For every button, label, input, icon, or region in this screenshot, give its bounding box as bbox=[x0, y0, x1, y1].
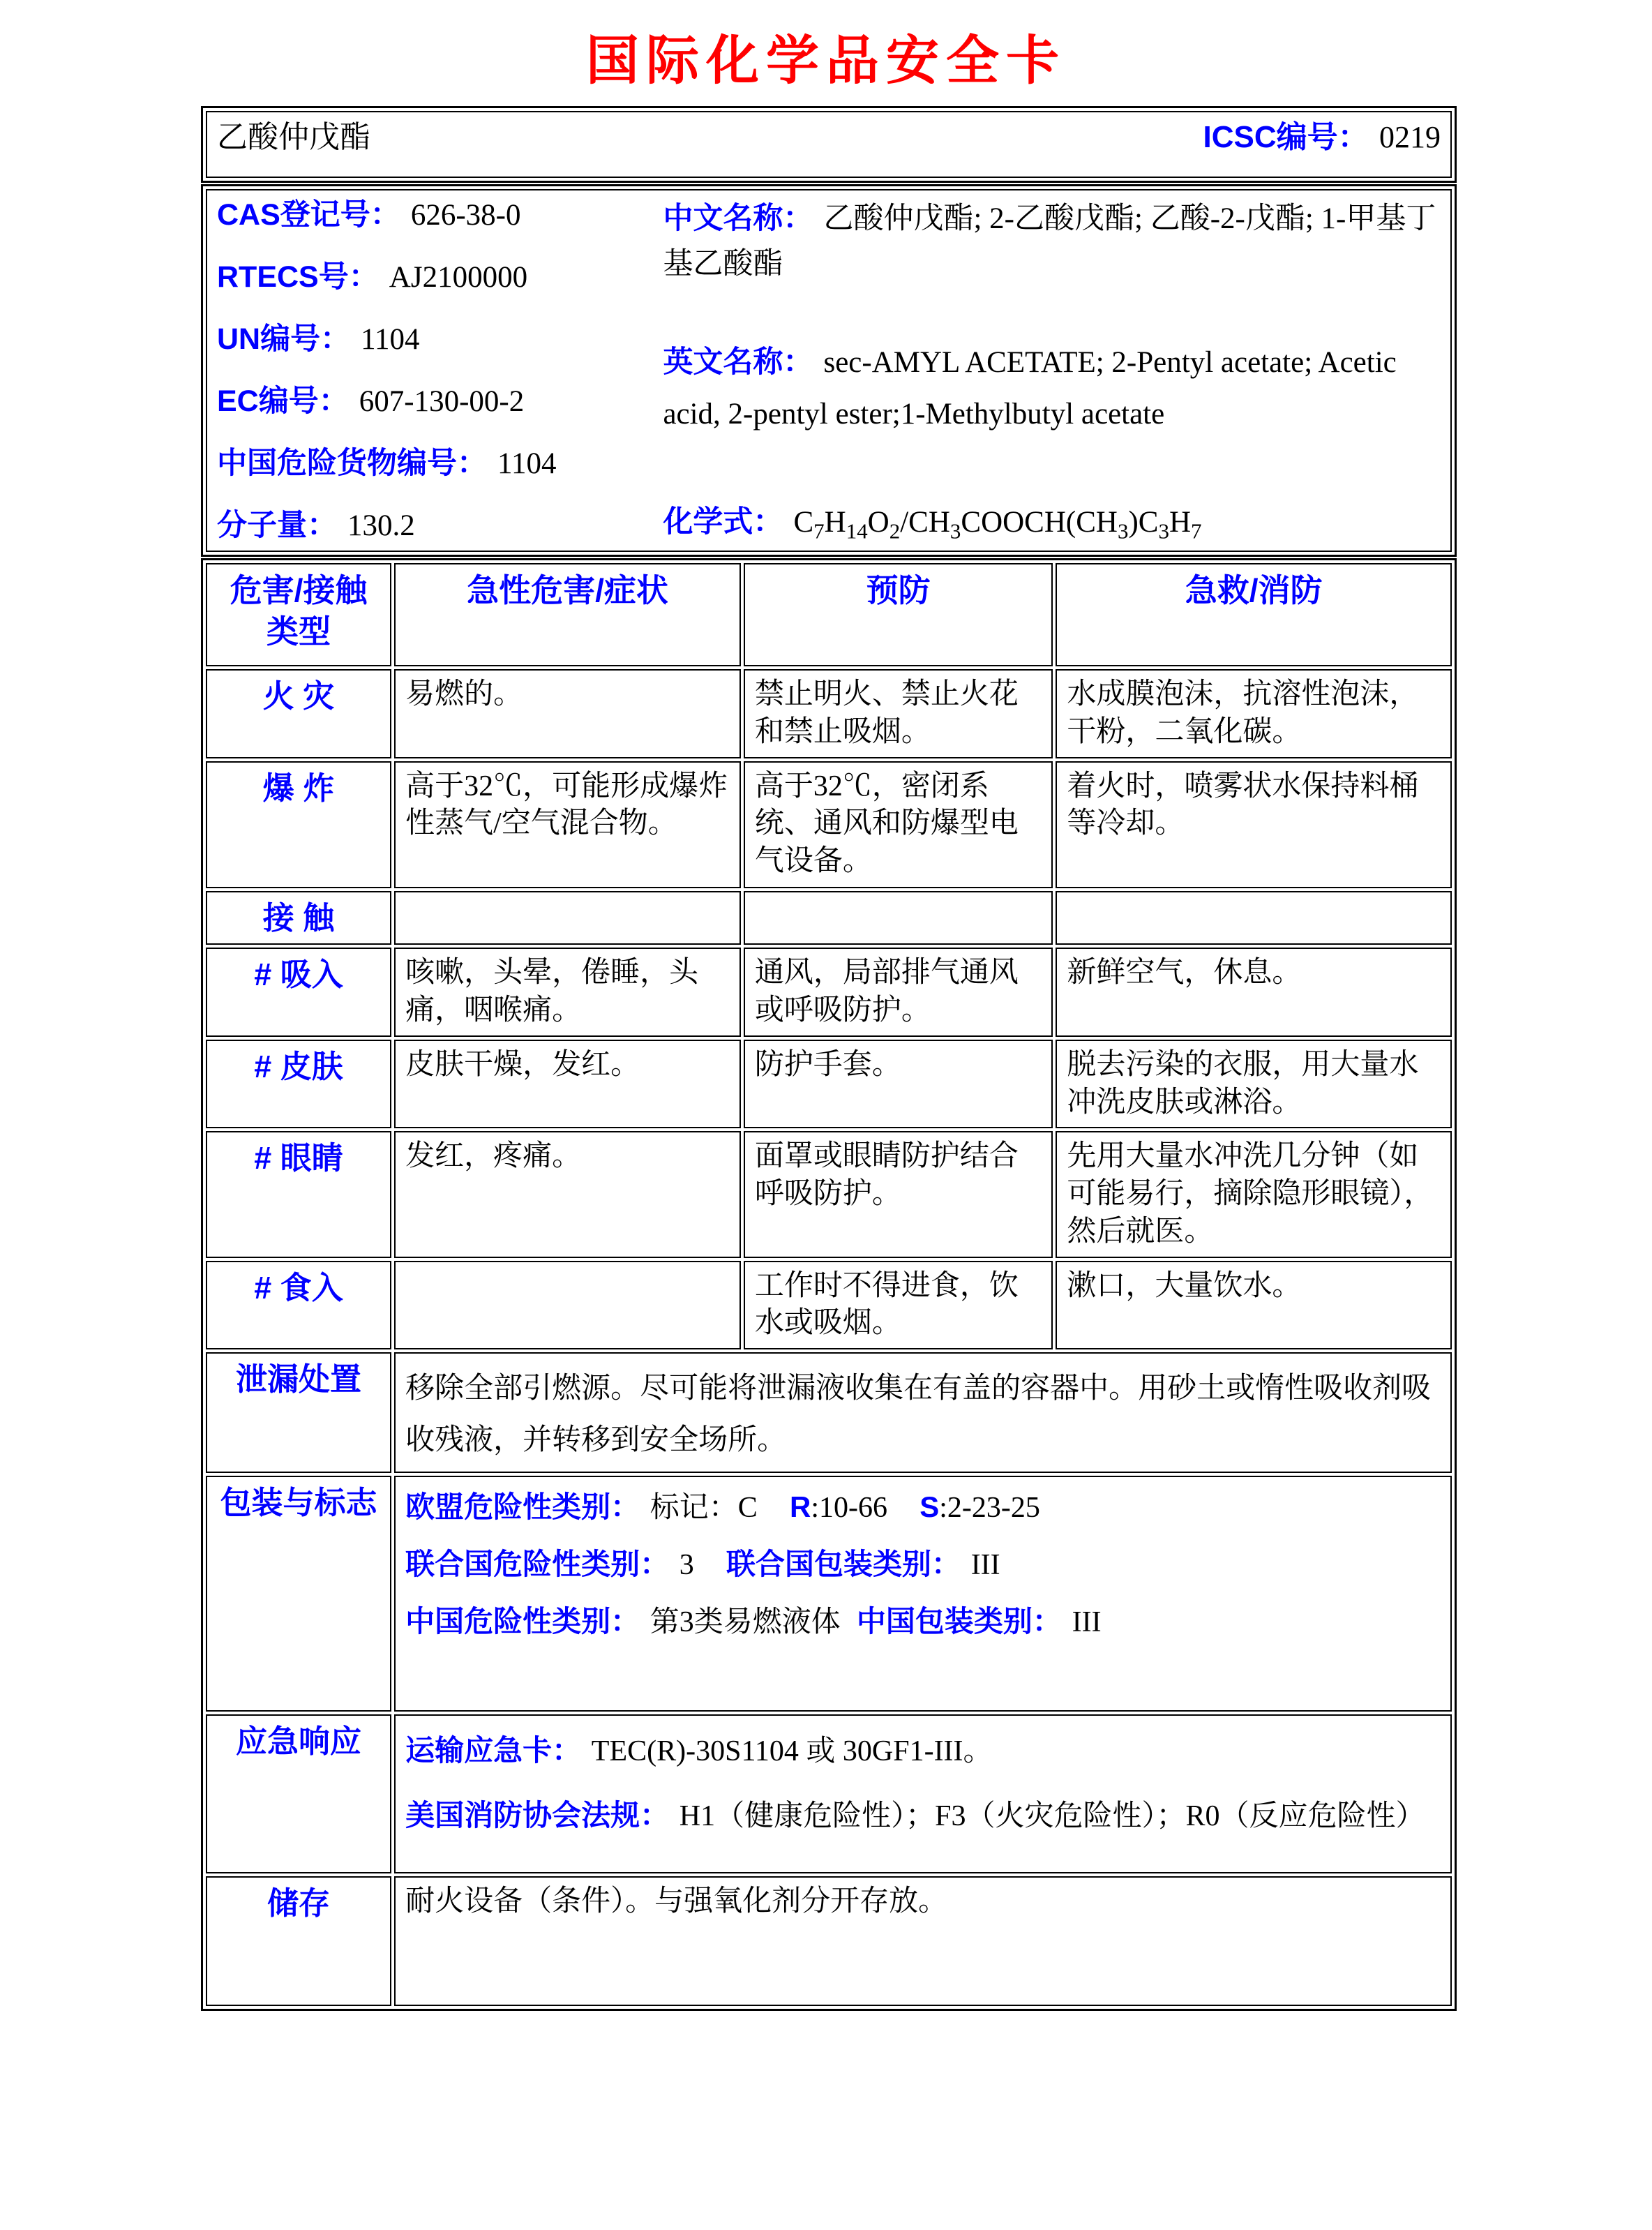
explosion-symptoms: 高于32℃，可能形成爆炸性蒸气/空气混合物。 bbox=[394, 761, 741, 888]
contact-symptoms bbox=[394, 891, 741, 945]
un-number-value: 1104 bbox=[361, 323, 420, 357]
chemical-name: 乙酸仲戊酯 bbox=[217, 120, 370, 154]
inhalation-response: 新鲜空气，休息。 bbox=[1056, 948, 1452, 1037]
row-label-spill-disposal: 泄漏处置 bbox=[206, 1352, 391, 1473]
ingestion-prevention: 工作时不得进食，饮水或吸烟。 bbox=[744, 1261, 1053, 1350]
cn-packing-group-label: 中国包装类别： bbox=[856, 1604, 1062, 1638]
header-first-aid: 急救/消防 bbox=[1056, 563, 1452, 666]
header-acute-hazards: 急性危害/症状 bbox=[394, 563, 741, 666]
fire-symptoms: 易燃的。 bbox=[394, 669, 741, 758]
skin-prevention: 防护手套。 bbox=[744, 1040, 1053, 1129]
eyes-prevention: 面罩或眼睛防护结合呼吸防护。 bbox=[744, 1131, 1053, 1257]
molecular-weight-value: 130.2 bbox=[347, 509, 415, 543]
header-prevention: 预防 bbox=[744, 563, 1053, 666]
hazard-table bbox=[201, 558, 1457, 2011]
chemical-formula-value: $C_7H_{14}O_2/CH_3COOCH(CH_3)C_3H_7$ bbox=[793, 505, 1202, 544]
skin-symptoms: 皮肤干燥，发红。 bbox=[394, 1040, 741, 1129]
row-label-contact: 接 触 bbox=[206, 891, 391, 945]
ec-number-line bbox=[217, 382, 657, 421]
chemical-formula-label: 化学式： bbox=[663, 504, 783, 539]
transport-emergency-card-label: 运输应急卡： bbox=[405, 1734, 582, 1767]
hazard-row-eyes bbox=[206, 1131, 1452, 1257]
contact-response bbox=[1056, 891, 1452, 945]
english-name-label: 英文名称： bbox=[663, 345, 813, 379]
section-row-spill-disposal bbox=[206, 1352, 1452, 1473]
china-dg-number-value: 1104 bbox=[497, 447, 557, 481]
fire-prevention: 禁止明火、禁止火花和禁止吸烟。 bbox=[744, 669, 1053, 758]
cas-number-line bbox=[217, 196, 657, 234]
skin-response: 脱去污染的衣服，用大量水冲洗皮肤或淋浴。 bbox=[1056, 1040, 1452, 1129]
english-name-value: sec-AMYL ACETATE; 2-Pentyl acetate; Acetic acid, 2-pentyl ester;1-Methylbutyl acetate bbox=[663, 346, 1397, 431]
name-header-row bbox=[206, 111, 1452, 178]
row-label-eyes: # 眼睛 bbox=[206, 1131, 391, 1257]
registry-numbers-panel bbox=[217, 196, 657, 545]
cas-number-label: CAS登记号： bbox=[217, 198, 400, 232]
page-title: 国际化学品安全卡 bbox=[586, 32, 1066, 91]
section-row-storage bbox=[206, 1876, 1452, 2006]
ingestion-symptoms bbox=[394, 1261, 741, 1350]
emergency-response-content bbox=[394, 1714, 1452, 1873]
un-number-label: UN编号： bbox=[217, 322, 351, 357]
icsc-number-value: 0219 bbox=[1379, 120, 1441, 154]
storage-text: 耐火设备（条件）。与强氧化剂分开存放。 bbox=[394, 1876, 1452, 2006]
contact-prevention bbox=[744, 891, 1053, 945]
chinese-name-line bbox=[663, 196, 1441, 287]
molecular-weight-line bbox=[217, 507, 657, 545]
eyes-symptoms: 发红，疼痛。 bbox=[394, 1131, 741, 1257]
identification-row bbox=[206, 189, 1452, 552]
eyes-response: 先用大量水冲洗几分钟（如可能易行，摘除隐形眼镜），然后就医。 bbox=[1056, 1131, 1452, 1257]
row-label-skin: # 皮肤 bbox=[206, 1040, 391, 1129]
un-packing-group-value: III bbox=[970, 1548, 1000, 1581]
name-header-table bbox=[201, 106, 1457, 183]
eu-mark-value: 标记：C bbox=[649, 1492, 758, 1525]
eu-classification-line bbox=[405, 1488, 1441, 1527]
chemical-formula-line bbox=[663, 503, 1441, 545]
chinese-name-value: 乙酸仲戊酯; 2-乙酸戊酯; 乙酸-2-戊酯; 1-甲基丁基乙酸酯 bbox=[663, 202, 1436, 280]
hazard-row-ingestion bbox=[206, 1261, 1452, 1350]
un-classification-label: 联合国危险性类别： bbox=[405, 1547, 670, 1580]
packaging-labelling-content bbox=[394, 1476, 1452, 1712]
un-packing-group-label: 联合国包装类别： bbox=[726, 1547, 961, 1580]
identification-table bbox=[201, 184, 1457, 557]
un-classification-line bbox=[405, 1546, 1441, 1585]
nfpa-code-value: H1（健康危险性）；F3（火灾危险性）；R0（反应危险性） bbox=[679, 1800, 1425, 1833]
row-label-inhalation: # 吸入 bbox=[206, 948, 391, 1037]
english-name-line bbox=[663, 337, 1441, 440]
row-label-explosion: 爆 炸 bbox=[206, 761, 391, 888]
cn-classification-line bbox=[405, 1603, 1441, 1642]
ec-number-label: EC编号： bbox=[217, 384, 349, 419]
nfpa-code-line bbox=[405, 1792, 1441, 1840]
transport-emergency-card-value: TEC(R)-30S1104 或 30GF1-III。 bbox=[591, 1735, 993, 1768]
eu-r-value: :10-66 bbox=[811, 1492, 887, 1525]
china-dg-number-label: 中国危险货物编号： bbox=[217, 447, 487, 481]
cas-number-value: 626-38-0 bbox=[410, 199, 521, 232]
section-row-packaging-labelling bbox=[206, 1476, 1452, 1712]
rtecs-number-value: AJ2100000 bbox=[389, 261, 528, 294]
row-label-ingestion: # 食入 bbox=[206, 1261, 391, 1350]
china-dg-number-line bbox=[217, 444, 657, 483]
icsc-number-label: ICSC编号： bbox=[1203, 120, 1369, 154]
hazard-row-inhalation bbox=[206, 948, 1452, 1037]
hazard-row-fire bbox=[206, 669, 1452, 758]
transport-emergency-card-line bbox=[405, 1727, 1441, 1775]
un-classification-value: 3 bbox=[679, 1548, 694, 1581]
names-panel bbox=[657, 196, 1441, 545]
rtecs-number-line bbox=[217, 258, 657, 297]
row-label-storage: 储存 bbox=[206, 1876, 391, 2006]
inhalation-symptoms: 咳嗽，头晕，倦睡，头痛，咽喉痛。 bbox=[394, 948, 741, 1037]
explosion-response: 着火时，喷雾状水保持料桶等冷却。 bbox=[1056, 761, 1452, 888]
un-number-line bbox=[217, 320, 657, 359]
ingestion-response: 漱口，大量饮水。 bbox=[1056, 1261, 1452, 1350]
hazard-row-contact bbox=[206, 891, 1452, 945]
hazard-header-row bbox=[206, 563, 1452, 666]
ec-number-value: 607-130-00-2 bbox=[359, 385, 525, 419]
eu-s-value: :2-23-25 bbox=[939, 1492, 1040, 1525]
cn-classification-label: 中国危险性类别： bbox=[405, 1604, 640, 1638]
header-hazard-type: 危害/接触 类型 bbox=[206, 563, 391, 666]
row-label-packaging-labelling: 包装与标志 bbox=[206, 1476, 391, 1712]
nfpa-code-label: 美国消防协会法规： bbox=[405, 1799, 670, 1832]
explosion-prevention: 高于32℃，密闭系统、通风和防爆型电气设备。 bbox=[744, 761, 1053, 888]
row-label-emergency-response: 应急响应 bbox=[206, 1714, 391, 1873]
cn-packing-group-value: III bbox=[1072, 1606, 1102, 1638]
spill-disposal-text: 移除全部引燃源。尽可能将泄漏液收集在有盖的容器中。用砂土或惰性吸收剂吸收残液，并转移到安全场所。 bbox=[394, 1352, 1452, 1473]
rtecs-number-label: RTECS号： bbox=[217, 260, 379, 294]
icsc-card bbox=[201, 106, 1457, 2011]
fire-response: 水成膜泡沫，抗溶性泡沫，干粉，二氧化碳。 bbox=[1056, 669, 1452, 758]
hazard-row-skin bbox=[206, 1040, 1452, 1129]
section-row-emergency-response bbox=[206, 1714, 1452, 1873]
row-label-fire: 火 灾 bbox=[206, 669, 391, 758]
hazard-row-explosion bbox=[206, 761, 1452, 888]
inhalation-prevention: 通风，局部排气通风或呼吸防护。 bbox=[744, 948, 1053, 1037]
eu-s-key: S bbox=[919, 1490, 940, 1524]
eu-classification-label: 欧盟危险性类别： bbox=[405, 1490, 640, 1524]
chinese-name-label: 中文名称： bbox=[663, 202, 813, 235]
eu-r-key: R bbox=[790, 1490, 811, 1524]
cn-classification-value: 第3类易燃液体 bbox=[649, 1606, 841, 1638]
molecular-weight-label: 分子量： bbox=[217, 509, 337, 543]
